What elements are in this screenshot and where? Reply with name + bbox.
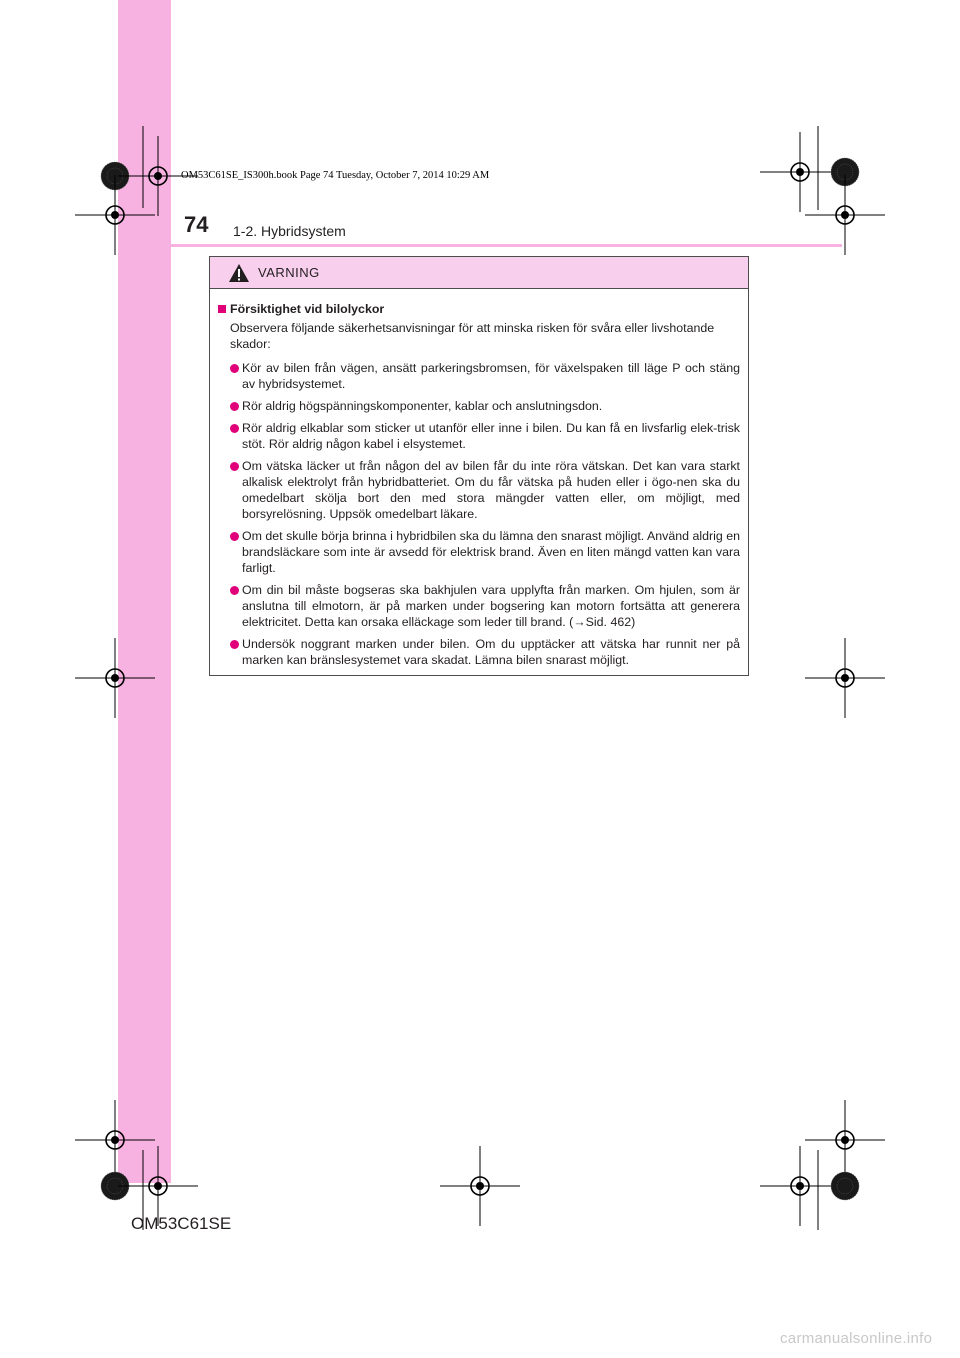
warning-box (209, 256, 749, 676)
list-item: Kör av bilen från vägen, ansätt parkeringsbromsen, för växelspaken till läge P och stäng av hybridsystemet. (218, 360, 740, 392)
round-bullet-icon (230, 364, 239, 373)
warning-bullet-list (218, 360, 740, 668)
list-item: Rör aldrig elkablar som sticker ut utanför eller inne i bilen. Du kan få en livsfarlig elek-trisk stöt. Rör aldrig någon kabel i elsystemet. (218, 420, 740, 452)
site-watermark[interactable]: carmanualsonline.info (780, 1330, 933, 1347)
list-item: Undersök noggrant marken under bilen. Om du upptäcker att vätska har runnit ner på marken kan bränslesystemet vara skadat. Lämna bilen snarast möjligt. (218, 636, 740, 668)
round-bullet-icon (230, 640, 239, 649)
book-info-line: OM53C61SE_IS300h.book Page 74 Tuesday, October 7, 2014 10:29 AM (181, 170, 490, 181)
manual-code: OM53C61SE (131, 1214, 232, 1233)
warning-intro: Observera följande säkerhetsanvisningar för att minska risken för svåra eller livshotande skador: (230, 321, 715, 351)
left-middle-register-icon (75, 638, 155, 718)
right-middle-register-icon (805, 638, 885, 718)
round-bullet-icon (230, 424, 239, 433)
bottom-right-register-icon (760, 1146, 840, 1226)
square-bullet-icon (218, 305, 226, 313)
warning-title: VARNING (258, 265, 320, 280)
list-item: Om din bil måste bogseras ska bakhjulen vara upplyfta från marken. Om hjulen, som är anslutna till elmotorn, är på marken under bogsering kan motorn fortsätta att generera elektricitet. Detta kan orsaka elläckage som leder till brand. (→Sid. 462) (218, 582, 740, 630)
bottom-right-starburst-icon (831, 1172, 859, 1200)
list-item: Rör aldrig högspänningskomponenter, kablar och anslutningsdon. (218, 398, 740, 414)
header-rule (118, 244, 842, 247)
warning-subheading (218, 301, 740, 317)
list-item: Om vätska läcker ut från någon del av bilen får du inte röra vätskan. Det kan vara starkt alkalisk elektrolyt från hybridbatteriet. Om du får vätska på huden eller i ögo-nen ska du omedelbart skölja bort den med stora mängder vatten eller, om möjligt, med borsyrelösning. Uppsök omedelbart läkare. (218, 458, 740, 522)
right-lower-register-icon (805, 1100, 885, 1180)
list-item: Om det skulle börja brinna i hybridbilen ska du lämna den snarast möjligt. Använd aldrig en brandsläckare som inte är avsedd för elektrisk brand. Även en liten mängd vatten kan vara farligt. (218, 528, 740, 576)
round-bullet-icon (230, 586, 239, 595)
round-bullet-icon (230, 532, 239, 541)
warning-header (210, 257, 748, 289)
round-bullet-icon (230, 402, 239, 411)
warning-subheading-text: Försiktighet vid bilolyckor (230, 302, 385, 316)
round-bullet-icon (230, 462, 239, 471)
section-title: 1-2. Hybridsystem (233, 223, 346, 239)
top-right-register-icon (760, 132, 840, 212)
page-number: 74 (184, 212, 209, 237)
warning-body (210, 289, 748, 668)
bottom-center-register-icon (440, 1146, 520, 1226)
warning-triangle-icon (228, 263, 250, 283)
right-upper-register-icon (805, 175, 885, 255)
